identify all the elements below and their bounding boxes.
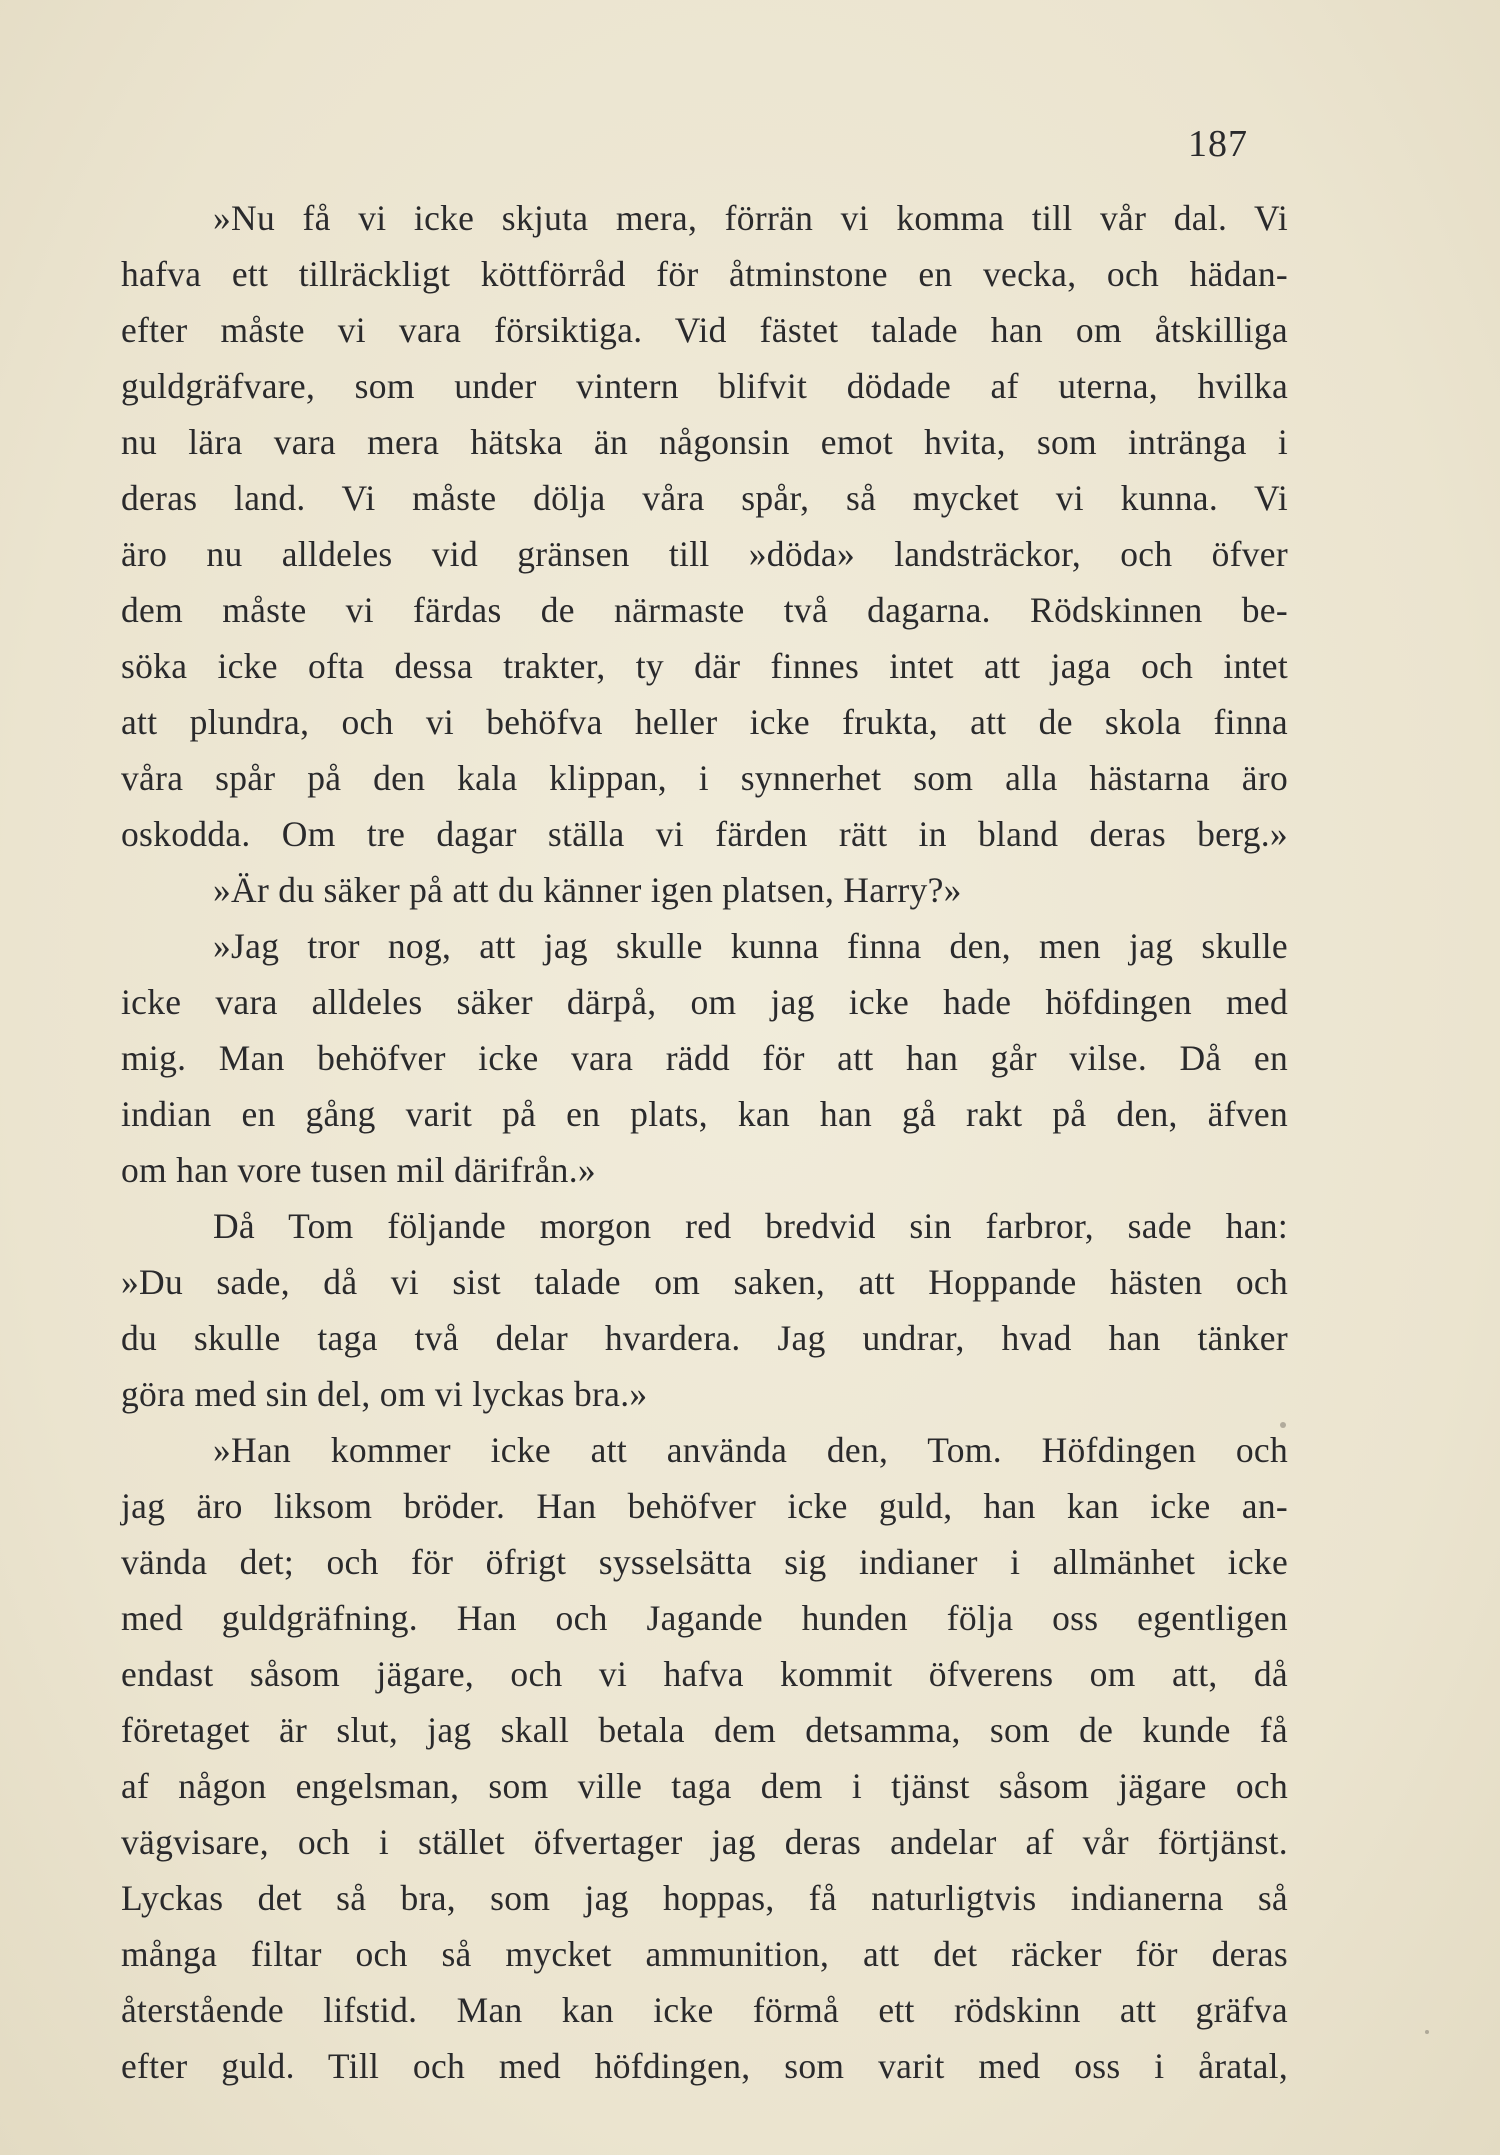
- text-line: icke vara alldeles säker därpå, om jag icke hade höfdingen med: [121, 982, 1288, 1022]
- text-line: göra med sin del, om vi lyckas bra.»: [121, 1374, 648, 1414]
- text-line: dem måste vi färdas de närmaste två dagarna. Rödskinnen be-: [121, 590, 1288, 630]
- text-line: nu lära vara mera hätska än någonsin emot hvita, som intränga i: [121, 422, 1288, 462]
- text-line: af någon engelsman, som ville taga dem i tjänst såsom jägare och: [121, 1766, 1288, 1806]
- text-line: många filtar och så mycket ammunition, att det räcker för deras: [121, 1934, 1288, 1974]
- text-line: du skulle taga två delar hvardera. Jag undrar, hvad han tänker: [121, 1318, 1288, 1358]
- text-line: »Jag tror nog, att jag skulle kunna finna den, men jag skulle: [213, 926, 1288, 966]
- text-line: deras land. Vi måste dölja våra spår, så mycket vi kunna. Vi: [121, 478, 1288, 518]
- body-text: [121, 190, 1288, 2094]
- text-line: jag äro liksom bröder. Han behöfver icke guld, han kan icke an-: [121, 1486, 1288, 1526]
- text-line: äro nu alldeles vid gränsen till »döda» landsträckor, och öfver: [121, 534, 1288, 574]
- text-line: hafva ett tillräckligt köttförråd för åtminstone en vecka, och hädan-: [121, 254, 1288, 294]
- text-line: efter måste vi vara försiktiga. Vid fästet talade han om åtskilliga: [121, 310, 1288, 350]
- paper-speck: [1425, 2030, 1429, 2034]
- text-line: Då Tom följande morgon red bredvid sin farbror, sade han:: [213, 1206, 1288, 1246]
- text-line: söka icke ofta dessa trakter, ty där finnes intet att jaga och intet: [121, 646, 1288, 686]
- text-line: »Du sade, då vi sist talade om saken, att Hoppande hästen och: [121, 1262, 1288, 1302]
- text-line: oskodda. Om tre dagar ställa vi färden rätt in bland deras berg.»: [121, 814, 1288, 854]
- page-number: 187: [1188, 123, 1248, 165]
- text-line: återstående lifstid. Man kan icke förmå ett rödskinn att gräfva: [121, 1990, 1288, 2030]
- text-line: »Nu få vi icke skjuta mera, förrän vi komma till vår dal. Vi: [213, 198, 1288, 238]
- text-line: indian en gång varit på en plats, kan han gå rakt på den, äfven: [121, 1094, 1288, 1134]
- text-line: mig. Man behöfver icke vara rädd för att han går vilse. Då en: [121, 1038, 1288, 1078]
- text-line: våra spår på den kala klippan, i synnerhet som alla hästarna äro: [121, 758, 1288, 798]
- text-line: om han vore tusen mil därifrån.»: [121, 1150, 596, 1190]
- text-line: att plundra, och vi behöfva heller icke frukta, att de skola finna: [121, 702, 1288, 742]
- text-line: efter guld. Till och med höfdingen, som varit med oss i åratal,: [121, 2046, 1288, 2086]
- text-line: endast såsom jägare, och vi hafva kommit öfverens om att, då: [121, 1654, 1288, 1694]
- text-line: företaget är slut, jag skall betala dem detsamma, som de kunde få: [121, 1710, 1288, 1750]
- text-line: Lyckas det så bra, som jag hoppas, få naturligtvis indianerna så: [121, 1878, 1288, 1918]
- text-line: med guldgräfning. Han och Jagande hunden följa oss egentligen: [121, 1598, 1288, 1638]
- text-line: vägvisare, och i stället öfvertager jag deras andelar af vår förtjänst.: [121, 1822, 1288, 1862]
- paper-speck: [1280, 1422, 1286, 1428]
- text-line: vända det; och för öfrigt sysselsätta sig indianer i allmänhet icke: [121, 1542, 1288, 1582]
- text-line: »Är du säker på att du känner igen platsen, Harry?»: [213, 870, 962, 910]
- text-line: »Han kommer icke att använda den, Tom. Höfdingen och: [213, 1430, 1288, 1470]
- text-line: guldgräfvare, som under vintern blifvit dödade af uterna, hvilka: [121, 366, 1288, 406]
